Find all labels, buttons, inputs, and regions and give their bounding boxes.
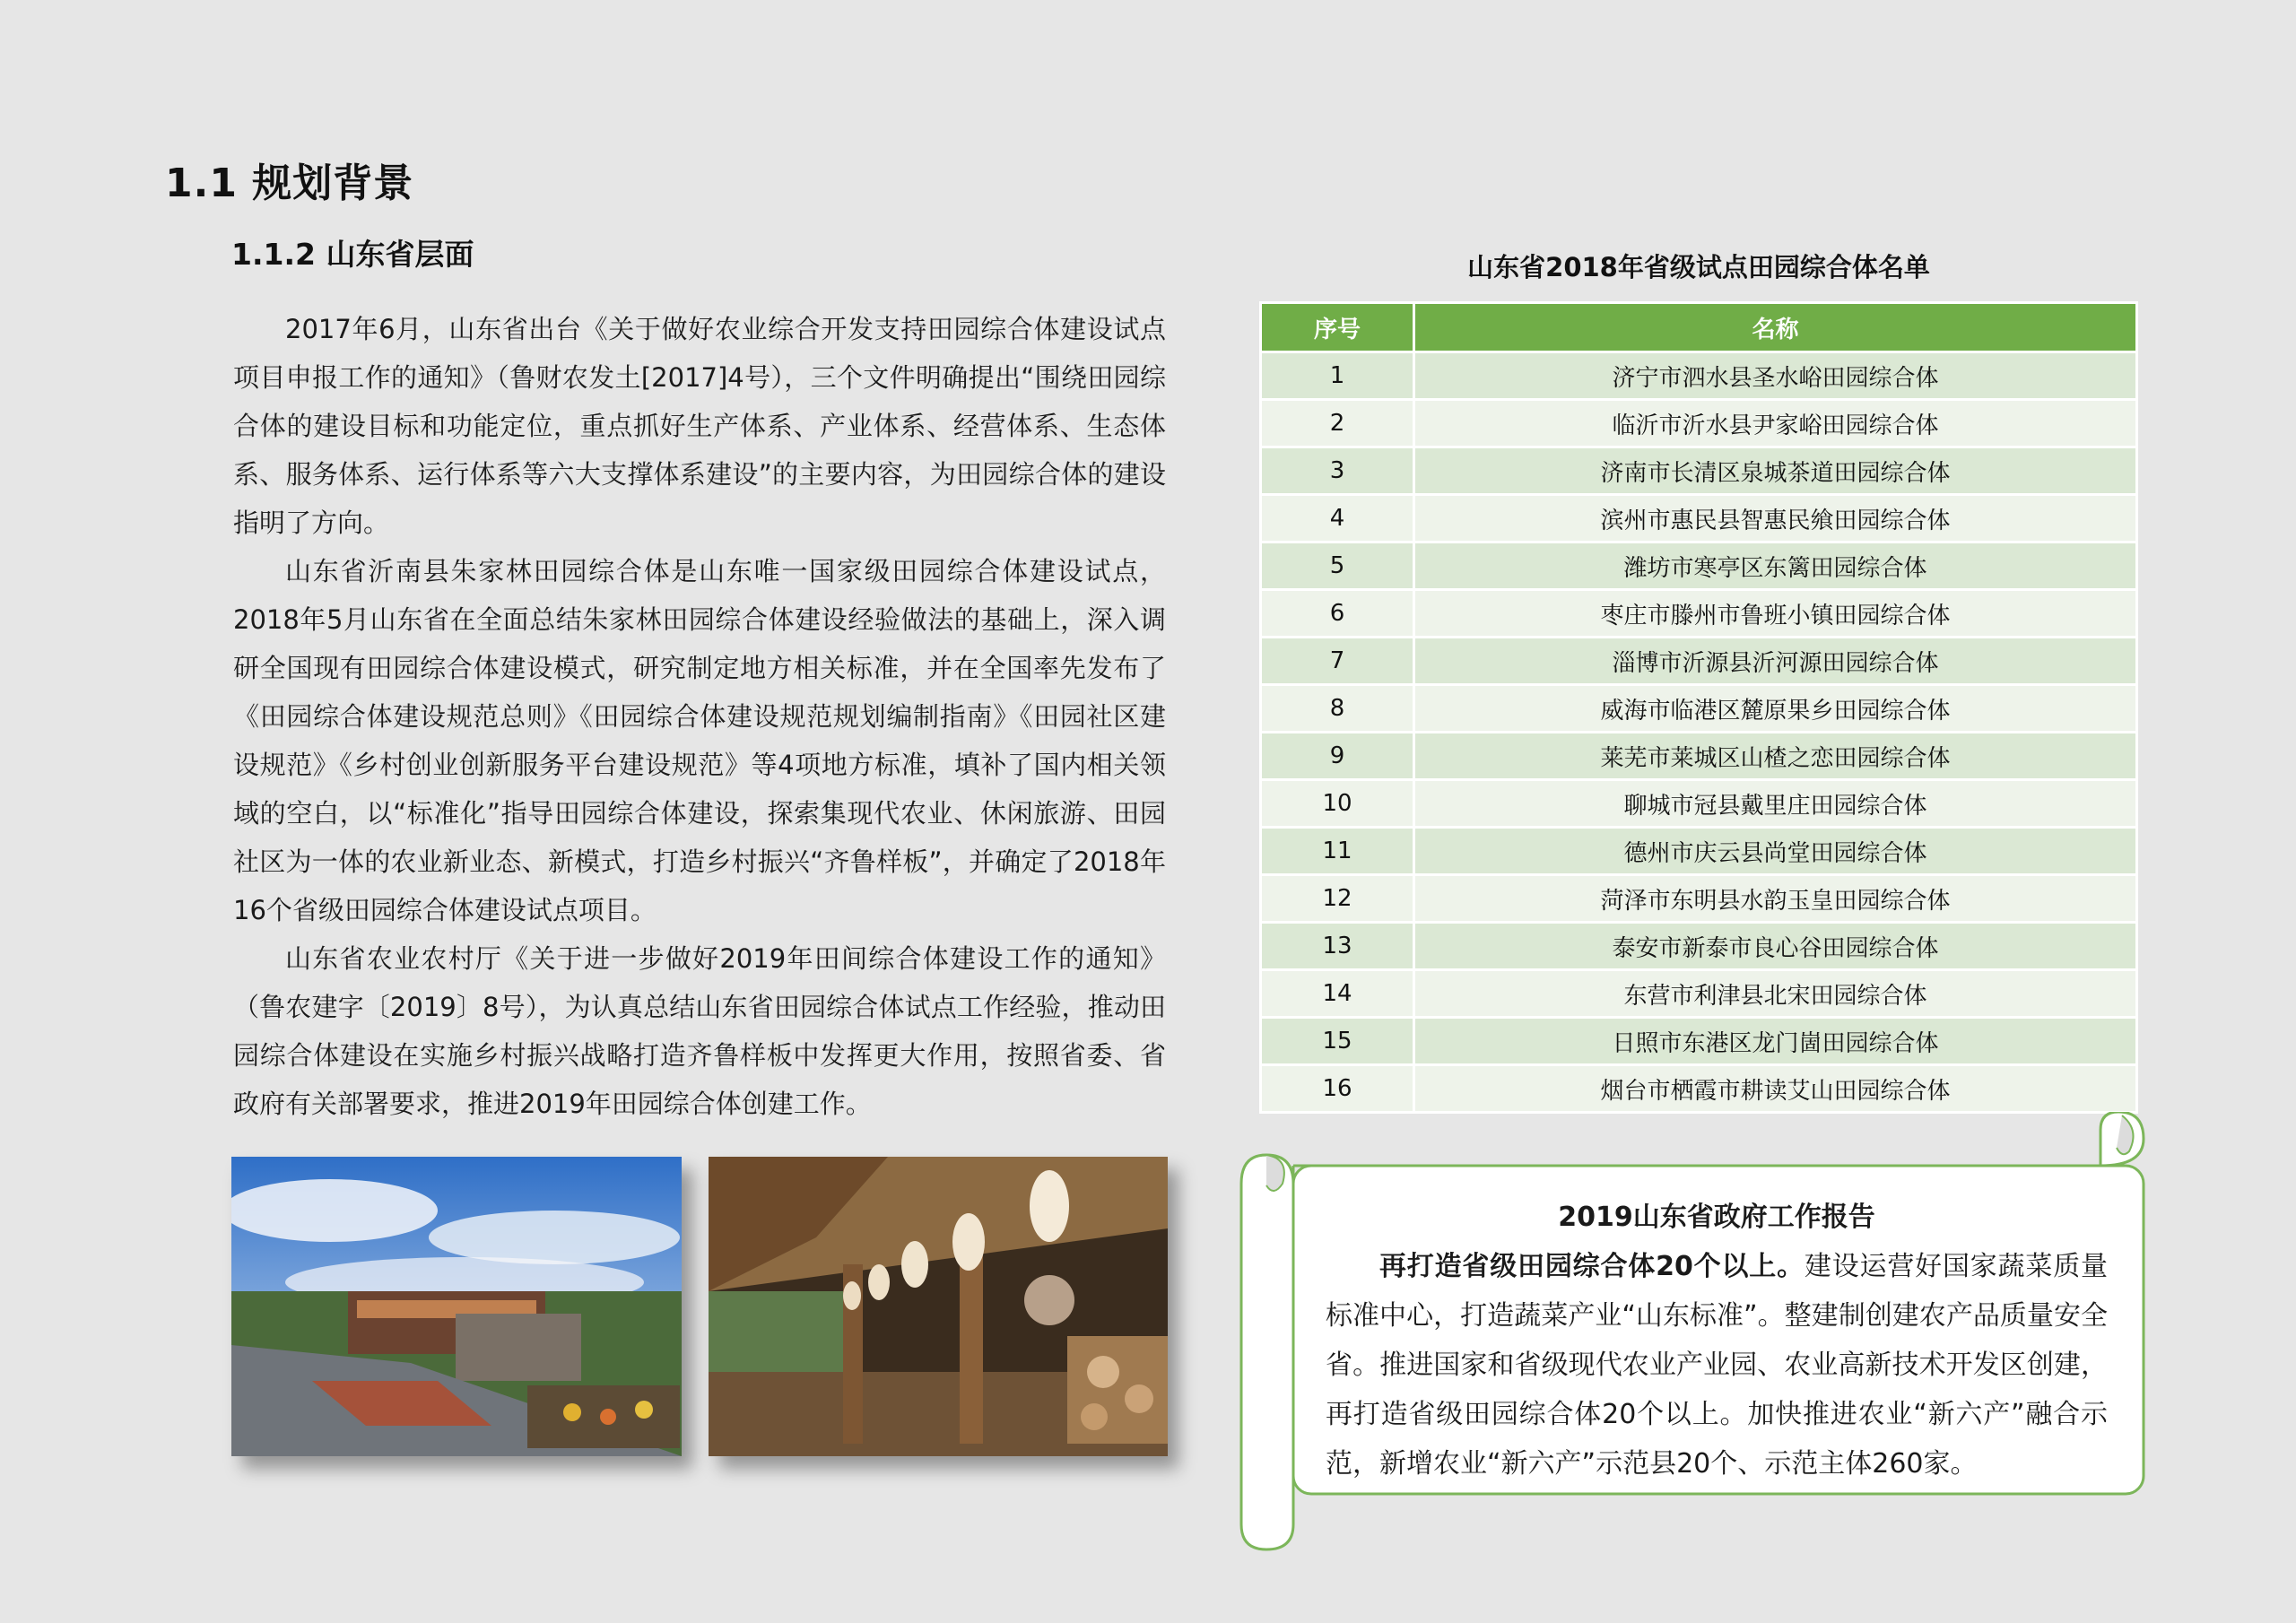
row-number: 4 — [1261, 495, 1414, 542]
table-row — [1261, 1065, 2137, 1113]
row-name: 东营市利津县北宋田园综合体 — [1414, 970, 2137, 1018]
row-name: 烟台市栖霞市耕读艾山田园综合体 — [1414, 1065, 2137, 1113]
paragraph: 山东省农业农村厅《关于进一步做好2019年田间综合体建设工作的通知》（鲁农建字〔2019〕8号），为认真总结山东省田园综合体试点工作经验，推动田园综合体建设在实施乡村振兴战略打造齐鲁样板中发挥更大作用，按照省委、省政府有关部署要求，推进2019年田园综合体创建工作。 — [233, 943, 1166, 1119]
table-row — [1261, 638, 2137, 685]
row-number: 1 — [1261, 352, 1414, 400]
table-row — [1261, 733, 2137, 780]
row-name: 临沂市沂水县尹家峪田园综合体 — [1414, 400, 2137, 447]
landscape-photo — [231, 1157, 682, 1456]
paragraph: 山东省沂南县朱家林田园综合体是山东唯一国家级田园综合体建设试点，2018年5月山东省在全面总结朱家林田园综合体建设经验做法的基础上，深入调研全国现有田园综合体建设模式，研究制定地方相关标准，并在全国率先发布了《田园综合体建设规范总则》《田园综合体建设规范规划编制指南》《田园社区建设规范》《乡村创业创新服务平台建设规范》等4项地方标准，填补了国内相关领域的空白，以“标准化”指导田园综合体建设，探索集现代农业、休闲旅游、田园社区为一体的农业新业态、新模式，打造乡村振兴“齐鲁样板”，并确定了2018年16个省级田园综合体建设试点项目。 — [233, 556, 1166, 925]
row-number: 10 — [1261, 780, 1414, 828]
column-header-name: 名称 — [1414, 303, 2137, 352]
subsection-heading: 1.1.2 山东省层面 — [231, 237, 474, 272]
table-row — [1261, 780, 2137, 828]
report-body: 建设运营好国家蔬菜质量标准中心，打造蔬菜产业“山东标准”。整建制创建农产品质量安全省。推进国家和省级现代农业产业园、农业高新技术开发区创建，再打造省级田园综合体20个以上。加快推进农业“新六产”融合示范，新增农业“新六产”示范县20个、示范主体260家。 — [1326, 1251, 2109, 1480]
row-number: 9 — [1261, 733, 1414, 780]
row-number: 12 — [1261, 875, 1414, 923]
section-heading: 1.1 规划背景 — [165, 161, 414, 206]
table-row — [1261, 1018, 2137, 1065]
row-number: 2 — [1261, 400, 1414, 447]
table-row — [1261, 590, 2137, 638]
row-name: 枣庄市滕州市鲁班小镇田园综合体 — [1414, 590, 2137, 638]
table-header-row — [1261, 303, 2137, 352]
table-row — [1261, 685, 2137, 733]
table-row — [1261, 447, 2137, 495]
row-name: 德州市庆云县尚堂田园综合体 — [1414, 828, 2137, 875]
row-name: 泰安市新泰市良心谷田园综合体 — [1414, 923, 2137, 970]
table-row — [1261, 923, 2137, 970]
table-row — [1261, 970, 2137, 1018]
row-number: 7 — [1261, 638, 1414, 685]
column-header-number: 序号 — [1261, 303, 1414, 352]
table-row — [1261, 495, 2137, 542]
pilot-list-table — [1259, 301, 2138, 1114]
table-row — [1261, 875, 2137, 923]
table-row — [1261, 400, 2137, 447]
row-name: 莱芜市莱城区山楂之恋田园综合体 — [1414, 733, 2137, 780]
report-bold-lead: 再打造省级田园综合体20个以上。 — [1379, 1251, 1805, 1282]
row-name: 菏泽市东明县水韵玉皇田园综合体 — [1414, 875, 2137, 923]
row-number: 16 — [1261, 1065, 1414, 1113]
row-number: 3 — [1261, 447, 1414, 495]
row-number: 14 — [1261, 970, 1414, 1018]
row-name: 聊城市冠县戴里庄田园综合体 — [1414, 780, 2137, 828]
row-name: 滨州市惠民县智惠民飨田园综合体 — [1414, 495, 2137, 542]
table-row — [1261, 352, 2137, 400]
lantern-corridor-photo — [709, 1157, 1168, 1456]
row-name: 威海市临港区麓原果乡田园综合体 — [1414, 685, 2137, 733]
report-title: 2019山东省政府工作报告 — [1558, 1202, 1875, 1233]
row-name: 济南市长清区泉城茶道田园综合体 — [1414, 447, 2137, 495]
row-name: 济宁市泗水县圣水峪田园综合体 — [1414, 352, 2137, 400]
table-row — [1261, 828, 2137, 875]
table-row — [1261, 542, 2137, 590]
table-title: 山东省2018年省级试点田园综合体名单 — [1467, 252, 1930, 282]
row-number: 11 — [1261, 828, 1414, 875]
row-name: 淄博市沂源县沂河源田园综合体 — [1414, 638, 2137, 685]
row-name: 潍坊市寒亭区东篱田园综合体 — [1414, 542, 2137, 590]
report-text — [1326, 1242, 2108, 1488]
row-name: 日照市东港区龙门崮田园综合体 — [1414, 1018, 2137, 1065]
row-number: 8 — [1261, 685, 1414, 733]
body-text — [233, 305, 1166, 1128]
row-number: 13 — [1261, 923, 1414, 970]
row-number: 5 — [1261, 542, 1414, 590]
row-number: 6 — [1261, 590, 1414, 638]
government-report-box — [1326, 1193, 2108, 1488]
paragraph: 2017年6月，山东省出台《关于做好农业综合开发支持田园综合体建设试点项目申报工作的通知》（鲁财农发土[2017]4号），三个文件明确提出“围绕田园综合体的建设目标和功能定位，重点抓好生产体系、产业体系、经营体系、生态体系、服务体系、运行体系等六大支撑体系建设”的主要内容，为田园综合体的建设指明了方向。 — [233, 314, 1166, 538]
row-number: 15 — [1261, 1018, 1414, 1065]
